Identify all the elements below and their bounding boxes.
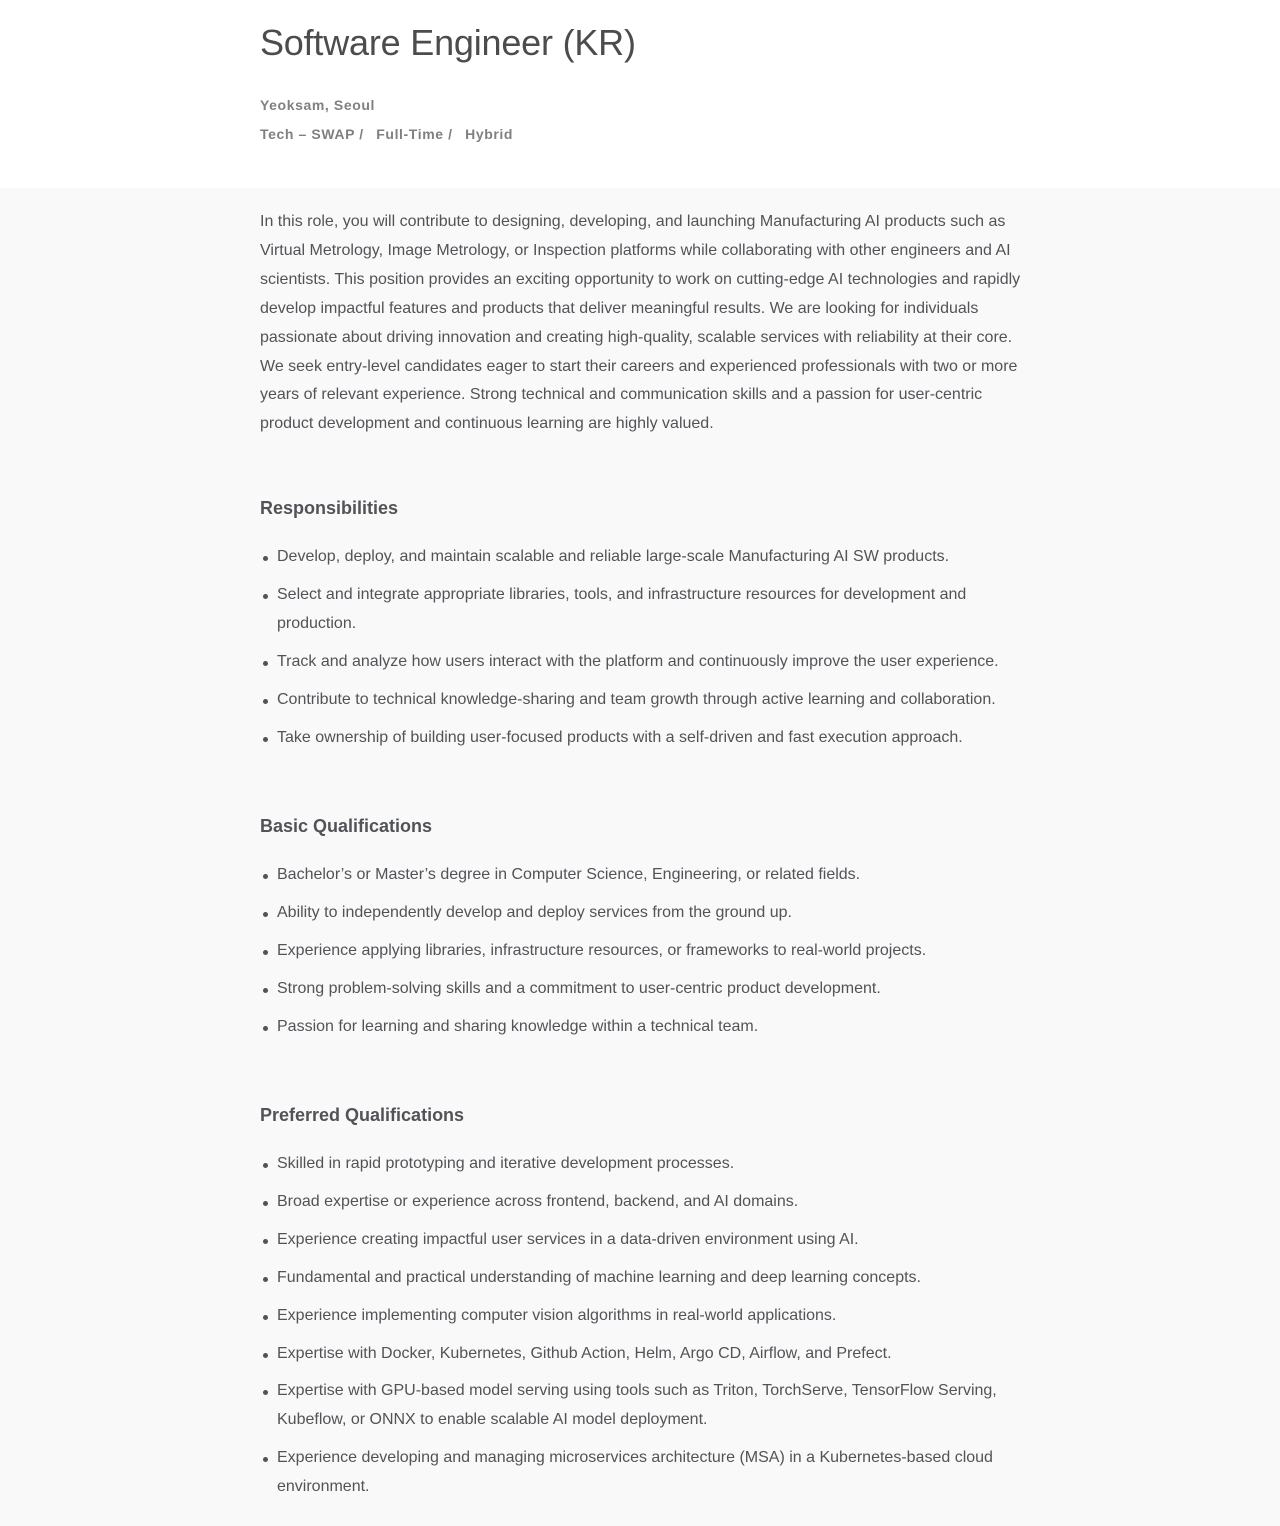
basic-qualifications-list xyxy=(260,861,1030,1042)
section-heading: Responsibilities xyxy=(260,498,399,518)
list-item: Bachelor’s or Master’s degree in Computer Science, Engineering, or related fields. xyxy=(260,861,1030,890)
responsibilities-section xyxy=(260,497,1030,761)
preferred-qualifications-section xyxy=(260,1104,1030,1511)
list-item: Strong problem-solving skills and a commitment to user-centric product development. xyxy=(260,975,1030,1004)
list-item: Broad expertise or experience across frontend, backend, and AI domains. xyxy=(260,1188,1030,1217)
job-team: Tech – SWAP / xyxy=(260,126,364,142)
job-title: Software Engineer (KR) xyxy=(260,22,636,63)
list-item: Fundamental and practical understanding of machine learning and deep learning concepts. xyxy=(260,1264,1030,1293)
job-location: Yeoksam, Seoul xyxy=(260,97,376,113)
section-heading: Basic Qualifications xyxy=(260,816,433,836)
list-item: Experience developing and managing microservices architecture (MSA) in a Kubernetes-based cloud environment. xyxy=(260,1444,1030,1502)
list-item: Passion for learning and sharing knowledge within a technical team. xyxy=(260,1013,1030,1042)
responsibilities-list xyxy=(260,543,1030,752)
list-item: Take ownership of building user-focused products with a self-driven and fast execution approach. xyxy=(260,724,1030,753)
job-description: In this role, you will contribute to designing, developing, and launching Manufacturing AI products such as Virtual Metrology, Image Metrology, or Inspection platforms while collaborating with other engineers and AI scientists. This position provides an exciting opportunity to work on cutting-edge AI technologies and rapidly develop impactful features and products that deliver meaningful results. We are looking for individuals passionate about driving innovation and creating high-quality, scalable services with reliability at their core. We seek entry-level candidates eager to start their careers and experienced professionals with two or more years of relevant experience. Strong technical and communication skills and a passion for user-centric product development and continuous learning are highly valued. xyxy=(260,213,1021,433)
list-item: Expertise with GPU-based model serving using tools such as Triton, TorchServe, TensorFlow Serving, Kubeflow, or ONNX to enable scalable AI model deployment. xyxy=(260,1377,1030,1435)
list-item: Ability to independently develop and deploy services from the ground up. xyxy=(260,899,1030,928)
posting-content xyxy=(260,188,1030,1496)
list-item: Skilled in rapid prototyping and iterative development processes. xyxy=(260,1150,1030,1179)
posting-header xyxy=(0,0,1280,188)
section-heading: Preferred Qualifications xyxy=(260,1105,465,1125)
job-workplace: Hybrid xyxy=(465,126,514,142)
list-item: Track and analyze how users interact with the platform and continuously improve the user experience. xyxy=(260,648,1030,677)
list-item: Experience applying libraries, infrastructure resources, or frameworks to real-world projects. xyxy=(260,937,1030,966)
list-item: Experience creating impactful user services in a data-driven environment using AI. xyxy=(260,1226,1030,1255)
basic-qualifications-section xyxy=(260,815,1030,1051)
job-commitment: Full-Time / xyxy=(376,126,453,142)
list-item: Develop, deploy, and maintain scalable and reliable large-scale Manufacturing AI SW products. xyxy=(260,543,1030,572)
list-item: Contribute to technical knowledge-sharing and team growth through active learning and collaboration. xyxy=(260,686,1030,715)
job-categories xyxy=(260,126,513,142)
list-item: Expertise with Docker, Kubernetes, Github Action, Helm, Argo CD, Airflow, and Prefect. xyxy=(260,1340,1030,1369)
list-item: Experience implementing computer vision algorithms in real-world applications. xyxy=(260,1302,1030,1331)
preferred-qualifications-list xyxy=(260,1150,1030,1502)
list-item: Select and integrate appropriate libraries, tools, and infrastructure resources for development and production. xyxy=(260,581,1030,639)
